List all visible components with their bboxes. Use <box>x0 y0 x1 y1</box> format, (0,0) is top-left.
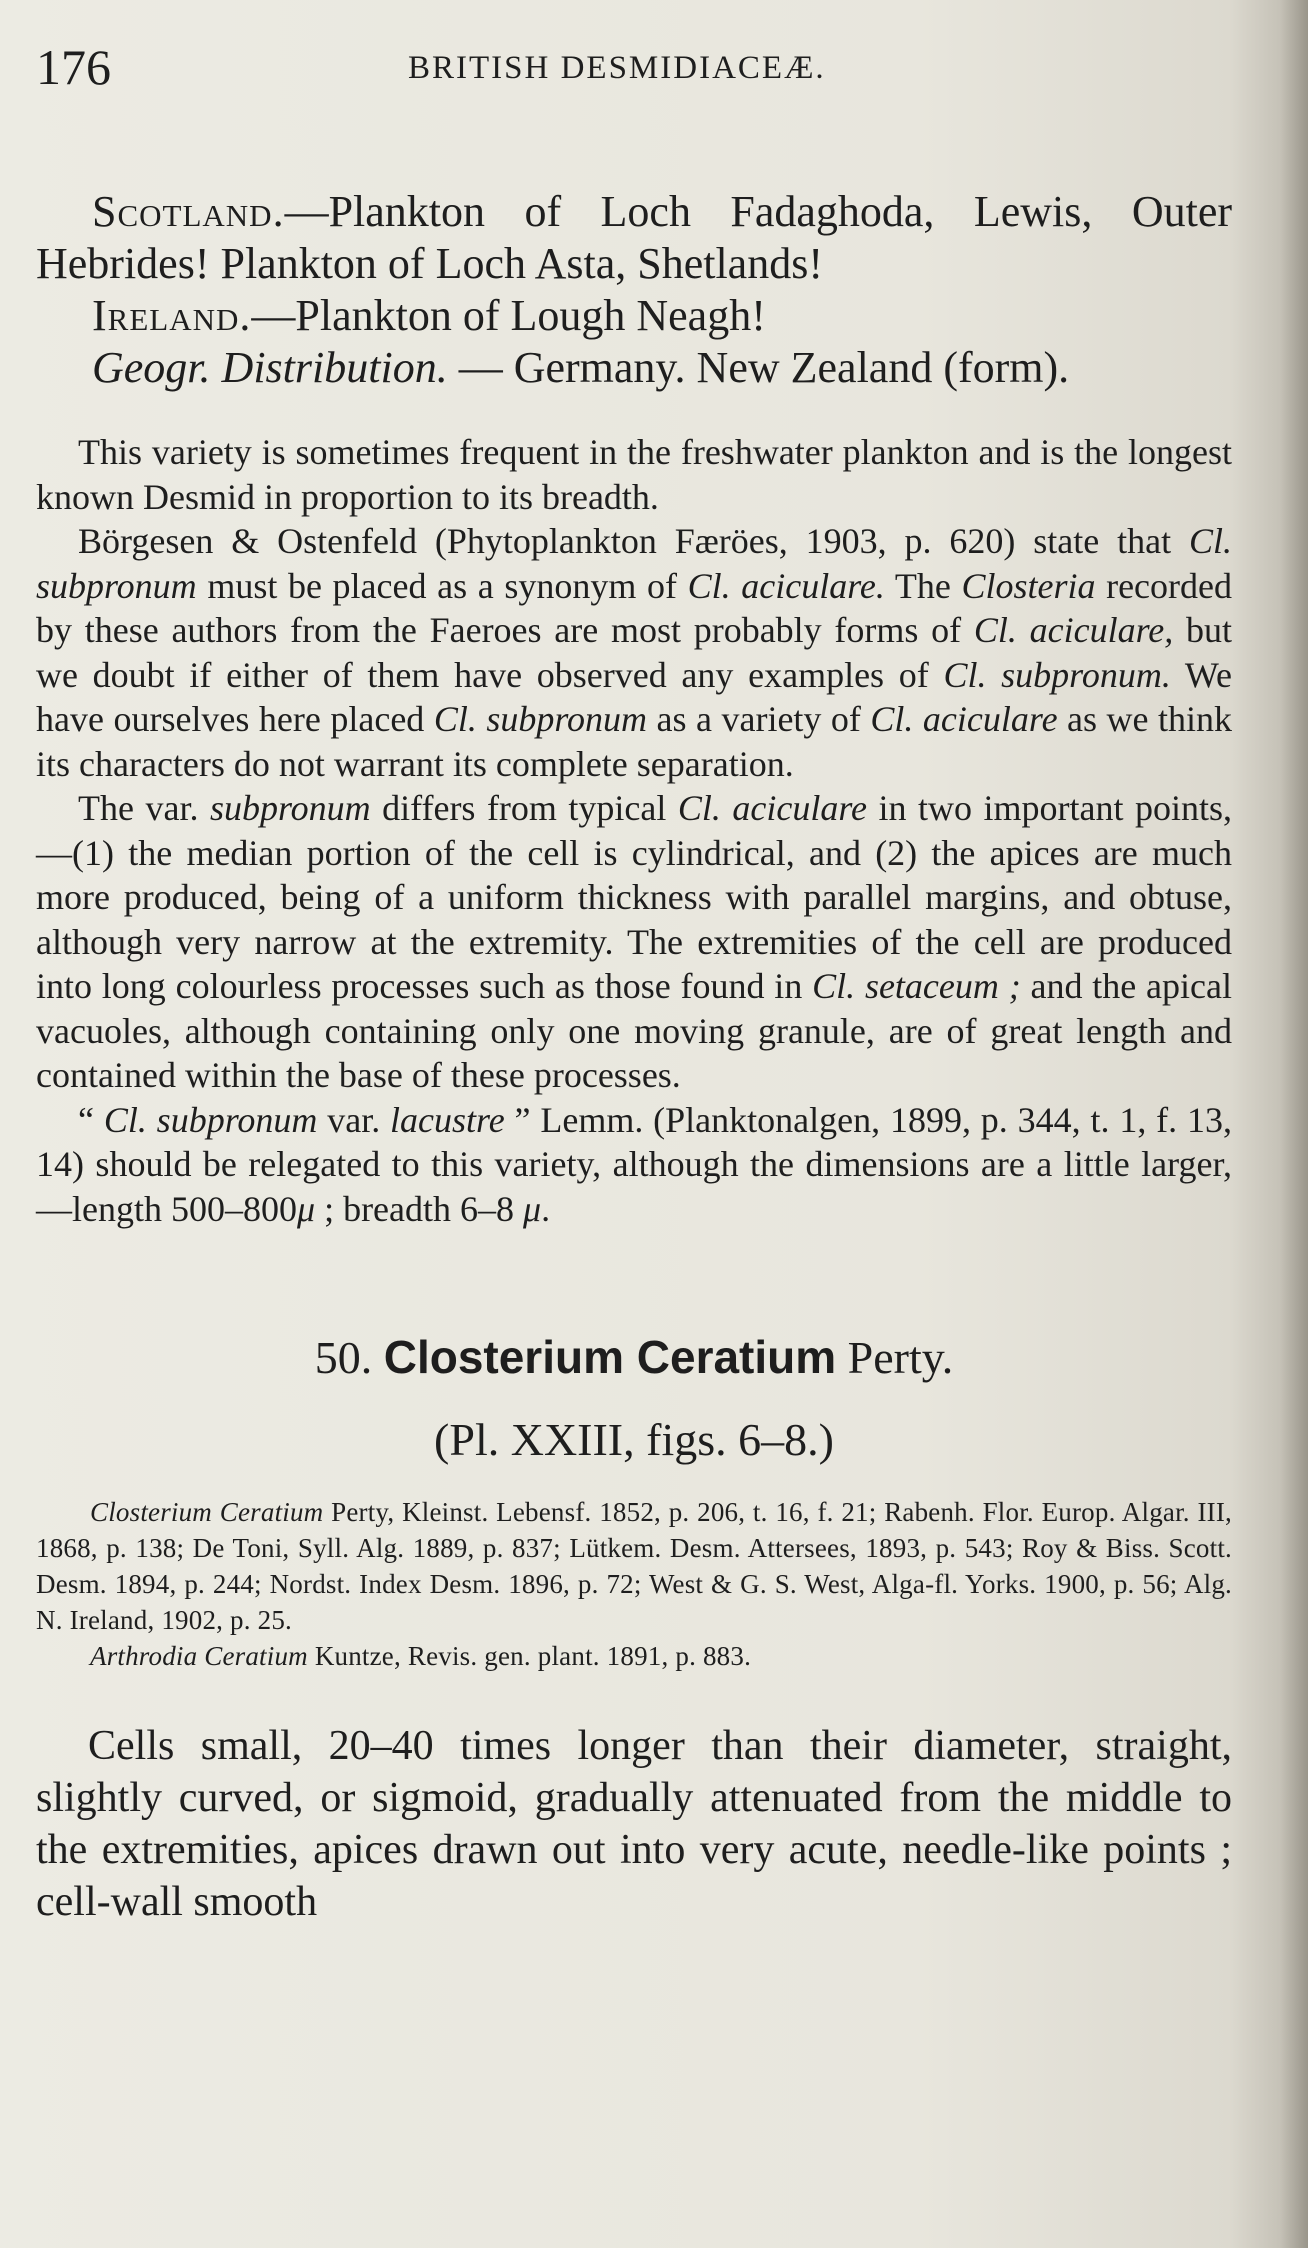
synonymy-entry <box>36 1638 1232 1674</box>
species-heading <box>36 1329 1232 1386</box>
species-number: 50. <box>314 1332 373 1383</box>
text-run: We have ourselves here placed <box>36 654 1232 739</box>
synonym-citations: Kuntze, Revis. gen. plant. 1891, p. 883. <box>307 1641 752 1671</box>
taxon-name: Closteria <box>961 565 1096 606</box>
species-description: Cells small, 20–40 times longer than their diameter, straight, slightly curved, or sigmoid, gradually attenuated from the middle to the extremities, apices drawn out into very acute, needle-like points ; cell-wall smooth <box>36 1723 1232 1925</box>
taxon-name: Cl. aciculare. <box>687 565 885 606</box>
text-run: must be placed as a synonym of <box>196 565 688 606</box>
page-number: 176 <box>36 39 111 95</box>
taxon-name: Cl. subpronum <box>103 1099 318 1140</box>
taxon-name: Cl. subpronum <box>36 521 1232 606</box>
text-run: as we think its characters do not warrant its complete separation. <box>36 699 1233 784</box>
paragraph-borgesen-ostenfeld <box>36 519 1232 786</box>
text-run: Börgesen & Ostenfeld (Phytoplankton Færöes, 1903, p. 620) state that <box>78 521 1189 561</box>
distribution-text: — Germany. New Zealand (form). <box>447 343 1070 392</box>
page-content <box>36 40 1232 1928</box>
paragraph-variety-note: This variety is sometimes frequent in the freshwater plankton and is the longest known Desmid in proportion to its breadth. <box>36 432 1232 517</box>
taxon-name: subpronum <box>209 788 371 828</box>
text-run: as a variety of <box>647 699 871 739</box>
text-run: differs from typical <box>370 788 678 828</box>
text-run: . <box>541 1188 551 1229</box>
text-run: ” Lemm. (Planktonalgen, 1899, p. 344, t. 1, f. 13, 14) should be relegated to this variety, although the dimensions are a little larger,—length 500–800 <box>36 1099 1232 1229</box>
taxon-name: Cl. aciculare, <box>973 610 1174 650</box>
micron-symbol: μ <box>296 1188 316 1229</box>
page-header <box>36 40 1232 110</box>
text-run: “ <box>78 1099 104 1140</box>
synonym-citations: Perty, Kleinst. Lebensf. 1852, p. 206, t. 16, f. 21; Rabenh. Flor. Europ. Algar. III, 1868, p. 138; De Toni, Syll. Alg. 1889, p. 837; Lütkem. Desm. Attersees, 1893, p. 543; Roy & Biss. Scott. Desm. 1894, p. 244; Nordst. Index Desm. 1896, p. 72; West & G. S. West, Alga-fl. Yorks. 1900, p. 56; Alg. N. Ireland, 1902, p. 25. <box>36 1497 1233 1635</box>
locality-text-scotland: —Plankton of Loch Fadaghoda, Lewis, Outer Hebrides! Plankton of Loch Asta, Shetlands! <box>36 187 1232 288</box>
micron-symbol: μ <box>523 1188 542 1229</box>
text-run: ; breadth 6–8 <box>315 1188 524 1229</box>
taxon-name: Cl. setaceum ; <box>812 966 1021 1006</box>
text-run: var. <box>317 1099 391 1140</box>
page-gutter-shadow <box>1280 0 1308 2248</box>
text-run: but we doubt if either of them have observed any examples of <box>36 610 1232 695</box>
locality-label-ireland: Ireland. <box>92 291 252 340</box>
text-run: recorded by these authors from the Faeroes are most probably forms of <box>36 565 1232 650</box>
geographic-distribution <box>36 342 1232 394</box>
paragraph-var-subpronum <box>36 786 1232 1098</box>
taxon-name: Cl. aciculare <box>677 788 868 828</box>
taxon-name: Cl. subpronum. <box>943 654 1171 695</box>
locality-label-scotland: Scotland. <box>92 187 285 236</box>
distribution-label: Geogr. Distribution. <box>92 343 448 392</box>
plate-reference: (Pl. XXIII, figs. 6–8.) <box>434 1414 834 1465</box>
species-author: Perty. <box>836 1332 954 1383</box>
paragraph-lacustre <box>36 1098 1232 1232</box>
taxon-name: Cl. subpronum <box>433 699 648 739</box>
locality-text-ireland: —Plankton of Lough Neagh! <box>251 291 766 340</box>
locality-ireland <box>36 290 1232 342</box>
species-name: Closterium Ceratium <box>383 1331 837 1383</box>
locality-scotland <box>36 186 1232 290</box>
text-run: The <box>884 565 962 606</box>
synonym-name: Arthrodia Ceratium <box>90 1641 308 1671</box>
synonym-name: Closterium Ceratium <box>90 1497 324 1527</box>
taxon-name: lacustre <box>390 1099 505 1140</box>
taxon-name: Cl. aciculare <box>870 699 1058 739</box>
text-run: The var. <box>78 788 210 828</box>
text-run: in two important points,—(1) the median portion of the cell is cylindrical, and (2) the apices are much more produced, being of a uniform thickness with parallel margins, and obtuse, although very narrow at the extremity. The extremities of the cell are produced into long colourless processes such as those found in <box>36 788 1232 1006</box>
text-run: and the apical vacuoles, although containing only one moving granule, are of great length and contained within the base of these processes. <box>36 966 1232 1095</box>
synonymy-entry <box>36 1494 1232 1638</box>
running-title: BRITISH DESMIDIACEÆ. <box>408 50 826 86</box>
